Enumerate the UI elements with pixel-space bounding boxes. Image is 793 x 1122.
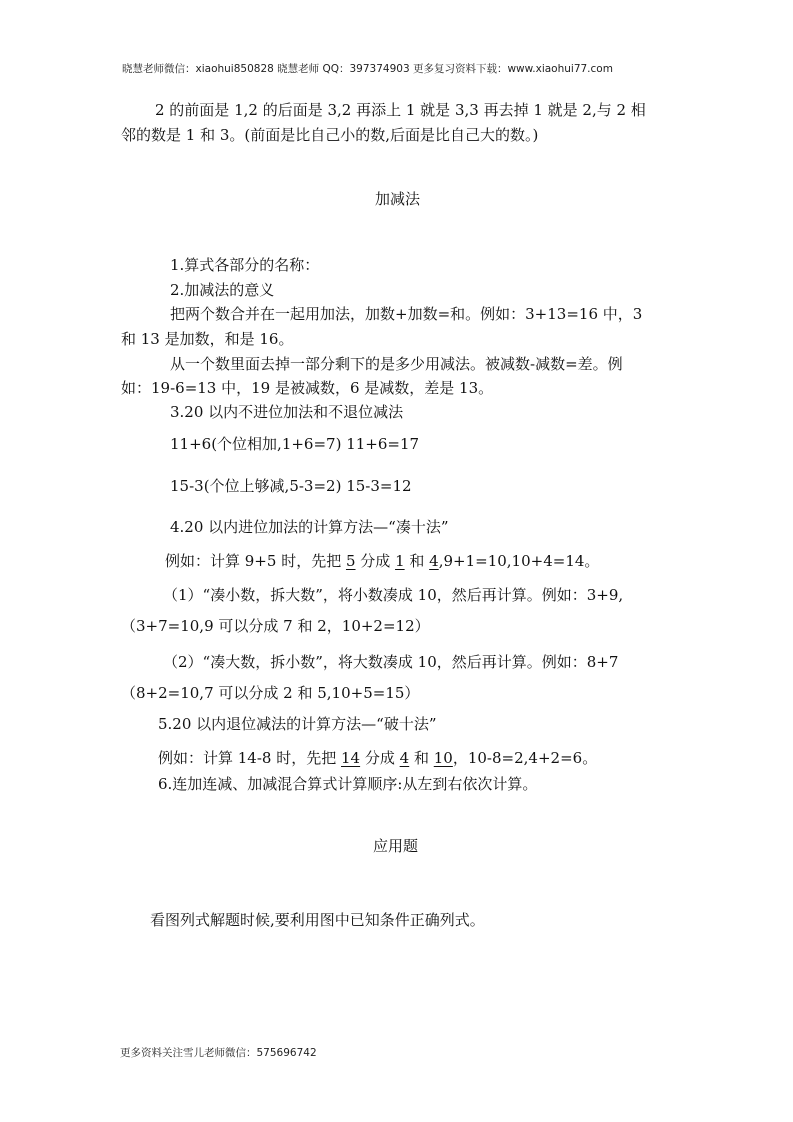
page-header: 晓慧老师微信：xiaohui850828 晓慧老师 QQ：397374903 更多复习资料下载：www.xiaohui77.com — [122, 63, 613, 75]
example-break-ten: 例如：计算 14-8 时，先把 14 分成 4 和 10，10-8=2,4+2=6。 — [158, 749, 598, 767]
example-make-ten: 例如：计算 9+5 时，先把 5 分成 1 和 4,9+1=10,10+4=14。 — [165, 552, 600, 570]
page-footer: 更多资料关注雪儿老师微信：575696742 — [120, 1047, 317, 1059]
subheading-3: 3.20 以内不进位加法和不退位减法 — [170, 403, 404, 421]
intro-line-1: 2 的前面是 1,2 的后面是 3,2 再添上 1 就是 3,3 再去掉 1 就是 2,与 2 相 — [155, 101, 646, 119]
section-title-add-subtract: 加减法 — [375, 190, 421, 208]
underlined-number: 5 — [345, 552, 356, 570]
underlined-number: 14 — [341, 749, 361, 767]
subheading-2: 2.加减法的意义 — [170, 281, 275, 299]
addition-meaning-line-1: 把两个数合并在一起用加法，加数+加数=和。例如：3+13=16 中，3 — [170, 305, 643, 323]
intro-line-2: 邻的数是 1 和 3。(前面是比自己小的数,后面是比自己大的数。) — [121, 126, 539, 144]
section-title-word-problems: 应用题 — [373, 837, 419, 855]
addition-meaning-line-2: 和 13 是加数，和是 16。 — [121, 330, 294, 348]
underlined-number: 4 — [399, 749, 410, 767]
method-1-line-1: （1）“凑小数，拆大数”，将小数凑成 10，然后再计算。例如：3+9, — [163, 586, 624, 604]
subheading-4: 4.20 以内进位加法的计算方法—“凑十法” — [170, 518, 449, 536]
method-1-line-2: （3+7=10,9 可以分成 7 和 2，10+2=12） — [121, 617, 430, 635]
example-subtraction: 15-3(个位上够减,5-3=2) 15-3=12 — [170, 477, 412, 495]
example-addition: 11+6(个位相加,1+6=7) 11+6=17 — [170, 435, 420, 453]
method-2-line-2: （8+2=10,7 可以分成 2 和 5,10+5=15） — [121, 684, 420, 702]
subheading-6: 6.连加连减、加减混合算式计算顺序:从左到右依次计算。 — [158, 775, 538, 793]
subtraction-meaning-line-2: 如：19-6=13 中，19 是被减数，6 是减数，差是 13。 — [121, 379, 494, 397]
subheading-1: 1.算式各部分的名称： — [170, 256, 320, 274]
subtraction-meaning-line-1: 从一个数里面去掉一部分剩下的是多少用减法。被减数-减数=差。例 — [170, 355, 623, 373]
word-problem-tip: 看图列式解题时候,要利用图中已知条件正确列式。 — [150, 911, 485, 929]
underlined-number: 1 — [395, 552, 405, 570]
subheading-5: 5.20 以内退位减法的计算方法—“破十法” — [158, 715, 437, 733]
method-2-line-1: （2）“凑大数，拆小数”，将大数凑成 10，然后再计算。例如：8+7 — [163, 653, 619, 671]
underlined-number: 4 — [429, 552, 439, 570]
underlined-number: 10 — [433, 749, 453, 767]
